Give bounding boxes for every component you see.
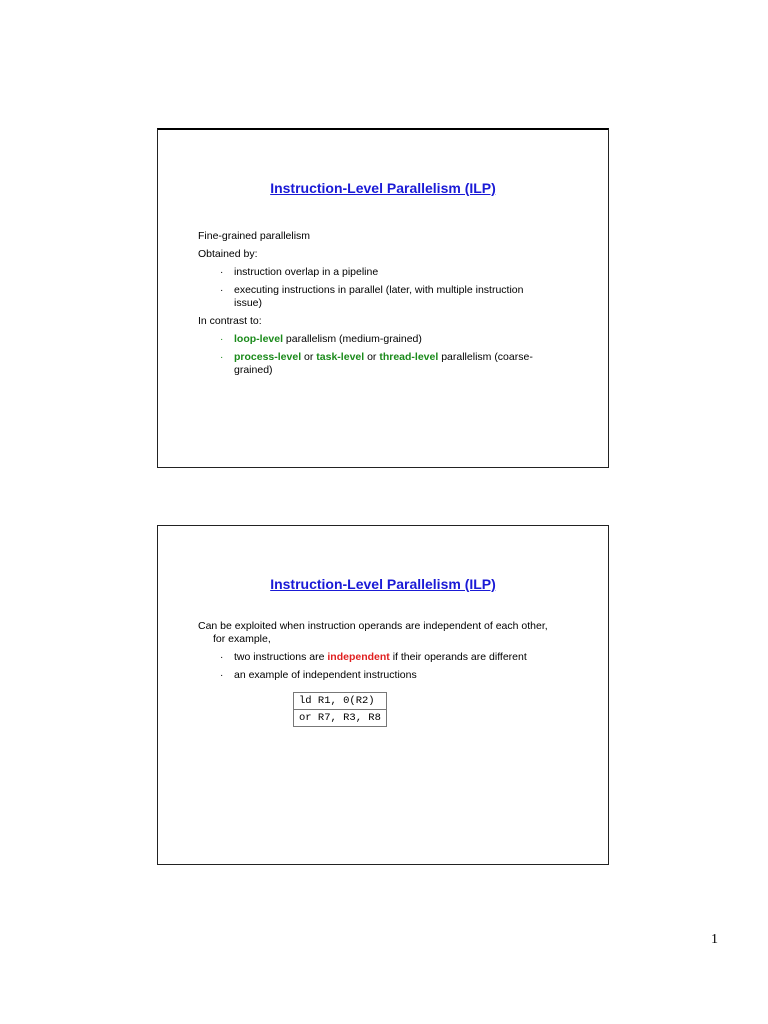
table-row [294,710,387,727]
contrast-list [198,333,553,377]
list-item: · two instructions are independent if their operands are different [220,651,527,663]
task-level-keyword: task-level [316,351,365,363]
slide-1-title: Instruction-Level Parallelism (ILP) [270,180,496,196]
exploited-text: Can be exploited when instruction operands are independent of each other, for example, [198,620,548,645]
list-item: · loop-level parallelism (medium-grained) [220,333,422,345]
list-item: · an example of independent instructions [220,669,417,681]
slide-1 [157,128,609,468]
table-row [294,693,387,710]
bullet-icon: · [220,334,224,345]
slide-2 [157,525,609,865]
in-contrast-text: In contrast to: [198,315,262,327]
obtained-by-list [198,266,553,310]
code-line: ld R1, 0(R2) [294,693,387,710]
bullet-icon: · [220,352,224,363]
bullet-icon: · [220,652,224,663]
example-list [198,651,553,682]
fine-grained-text: Fine-grained parallelism [198,230,311,242]
list-item: · process-level or task-level or thread-level parallelism (coarse-grained) [220,351,533,376]
bullet-icon: · [220,285,224,296]
obtained-by-text: Obtained by: [198,248,258,260]
code-example-table [293,692,387,727]
list-item: · executing instructions in parallel (later, with multiple instruction issue) [220,284,524,309]
loop-level-keyword: loop-level [234,333,284,345]
slide-2-title: Instruction-Level Parallelism (ILP) [270,576,496,592]
bullet-icon: · [220,267,224,278]
process-level-keyword: process-level [234,351,302,363]
thread-level-keyword: thread-level [379,351,439,363]
bullet-icon: · [220,670,224,681]
independent-keyword: independent [327,651,390,663]
page-number: 1 [711,932,718,947]
slide-1-body [198,230,553,382]
list-item: · instruction overlap in a pipeline [220,266,379,278]
code-line: or R7, R3, R8 [294,710,387,727]
slide-2-body [198,620,553,687]
